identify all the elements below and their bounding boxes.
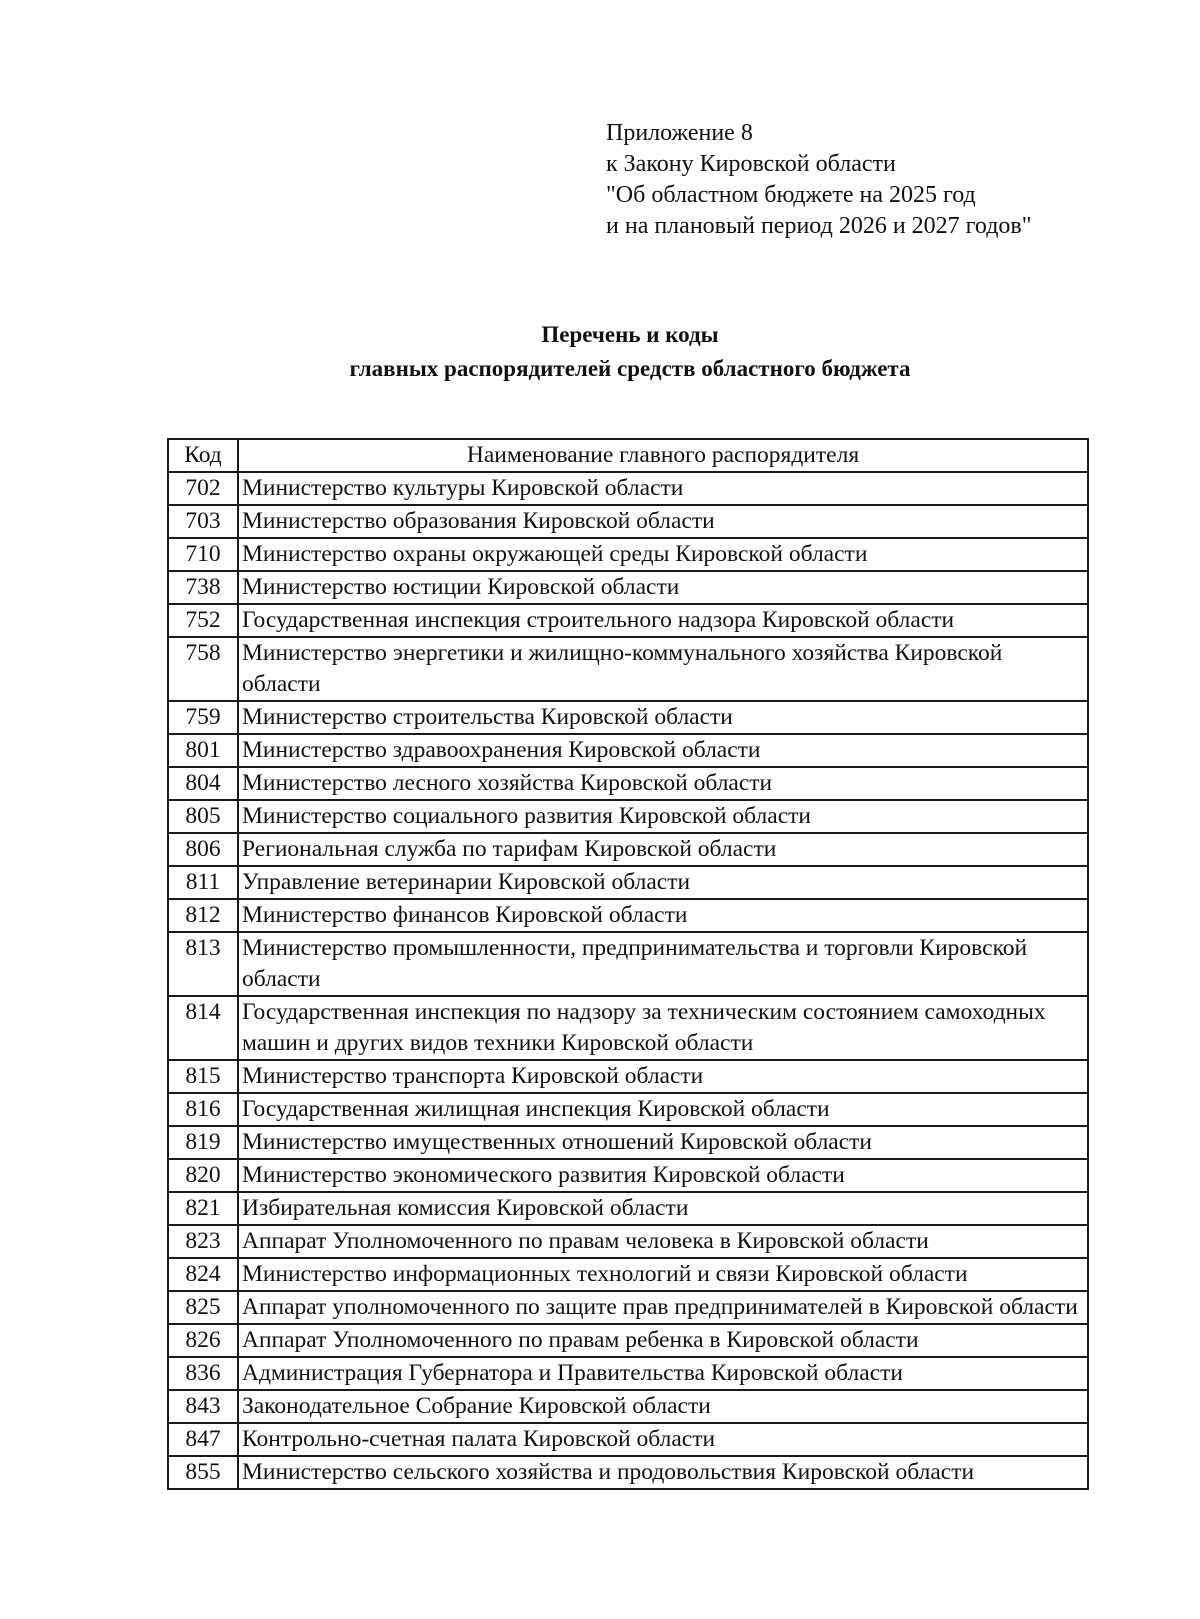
row-name: Региональная служба по тарифам Кировской области xyxy=(238,833,1088,866)
table-row xyxy=(168,1390,1088,1423)
appendix-line: к Закону Кировской области xyxy=(606,151,896,177)
row-name: Министерство имущественных отношений Кировской области xyxy=(238,1126,1088,1159)
row-code: 823 xyxy=(168,1225,238,1258)
table-row xyxy=(168,800,1088,833)
row-code: 824 xyxy=(168,1258,238,1291)
row-code: 847 xyxy=(168,1423,238,1456)
document-title-line-1: Перечень и коды xyxy=(541,322,719,347)
row-name: Министерство информационных технологий и связи Кировской области xyxy=(238,1258,1088,1291)
table-row xyxy=(168,1324,1088,1357)
row-name: Министерство образования Кировской области xyxy=(238,505,1088,538)
appendix-header xyxy=(606,118,1032,242)
row-code: 759 xyxy=(168,701,238,734)
registry-table xyxy=(167,438,1089,1490)
row-name: Министерство промышленности, предпринимательства и торговли Кировской области xyxy=(238,932,1088,996)
row-code: 703 xyxy=(168,505,238,538)
table-row xyxy=(168,1423,1088,1456)
row-code: 825 xyxy=(168,1291,238,1324)
row-code: 710 xyxy=(168,538,238,571)
row-code: 758 xyxy=(168,637,238,701)
table-row xyxy=(168,604,1088,637)
row-name: Законодательное Собрание Кировской области xyxy=(238,1390,1088,1423)
row-code: 821 xyxy=(168,1192,238,1225)
column-header-code: Код xyxy=(168,439,238,472)
row-name: Аппарат уполномоченного по защите прав предпринимателей в Кировской области xyxy=(238,1291,1088,1324)
document-title-line-2: главных распорядителей средств областного бюджета xyxy=(349,356,911,381)
table-row xyxy=(168,1159,1088,1192)
table-row xyxy=(168,833,1088,866)
row-code: 812 xyxy=(168,899,238,932)
table-row xyxy=(168,1258,1088,1291)
row-name: Министерство охраны окружающей среды Кировской области xyxy=(238,538,1088,571)
table-row xyxy=(168,1456,1088,1489)
table-row xyxy=(168,866,1088,899)
table-row xyxy=(168,472,1088,505)
row-name: Министерство сельского хозяйства и продовольствия Кировской области xyxy=(238,1456,1088,1489)
table-row xyxy=(168,1291,1088,1324)
row-code: 836 xyxy=(168,1357,238,1390)
table-row xyxy=(168,767,1088,800)
row-name: Аппарат Уполномоченного по правам ребенка в Кировской области xyxy=(238,1324,1088,1357)
table-row xyxy=(168,734,1088,767)
row-name: Министерство лесного хозяйства Кировской области xyxy=(238,767,1088,800)
row-name: Министерство культуры Кировской области xyxy=(238,472,1088,505)
table-row xyxy=(168,571,1088,604)
row-name: Министерство энергетики и жилищно-коммунального хозяйства Кировской области xyxy=(238,637,1088,701)
table-body xyxy=(168,472,1088,1489)
row-name: Министерство социального развития Кировской области xyxy=(238,800,1088,833)
appendix-line: и на плановый период 2026 и 2027 годов" xyxy=(606,213,1032,239)
row-code: 811 xyxy=(168,866,238,899)
appendix-line: "Об областном бюджете на 2025 год xyxy=(606,182,976,208)
row-name: Государственная инспекция по надзору за техническим состоянием самоходных машин и других видов техники Кировской области xyxy=(238,996,1088,1060)
row-code: 826 xyxy=(168,1324,238,1357)
row-name: Министерство экономического развития Кировской области xyxy=(238,1159,1088,1192)
table-row xyxy=(168,1357,1088,1390)
table-row xyxy=(168,538,1088,571)
row-code: 820 xyxy=(168,1159,238,1192)
row-name: Аппарат Уполномоченного по правам человека в Кировской области xyxy=(238,1225,1088,1258)
row-code: 804 xyxy=(168,767,238,800)
row-name: Управление ветеринарии Кировской области xyxy=(238,866,1088,899)
row-code: 855 xyxy=(168,1456,238,1489)
row-code: 806 xyxy=(168,833,238,866)
appendix-line: Приложение 8 xyxy=(606,120,753,146)
row-name: Государственная жилищная инспекция Кировской области xyxy=(238,1093,1088,1126)
table-row xyxy=(168,637,1088,701)
table-row xyxy=(168,932,1088,996)
table-row xyxy=(168,1225,1088,1258)
row-name: Министерство юстиции Кировской области xyxy=(238,571,1088,604)
row-code: 805 xyxy=(168,800,238,833)
table-row xyxy=(168,996,1088,1060)
table-row xyxy=(168,1126,1088,1159)
row-code: 815 xyxy=(168,1060,238,1093)
table-row xyxy=(168,1060,1088,1093)
row-code: 801 xyxy=(168,734,238,767)
row-code: 813 xyxy=(168,932,238,996)
row-code: 752 xyxy=(168,604,238,637)
row-code: 819 xyxy=(168,1126,238,1159)
row-name: Государственная инспекция строительного надзора Кировской области xyxy=(238,604,1088,637)
row-code: 843 xyxy=(168,1390,238,1423)
row-name: Контрольно-счетная палата Кировской области xyxy=(238,1423,1088,1456)
row-code: 702 xyxy=(168,472,238,505)
table-row xyxy=(168,701,1088,734)
row-code: 738 xyxy=(168,571,238,604)
table-header-row xyxy=(168,439,1088,472)
row-name: Министерство здравоохранения Кировской области xyxy=(238,734,1088,767)
table-row xyxy=(168,1192,1088,1225)
row-code: 814 xyxy=(168,996,238,1060)
table-row xyxy=(168,899,1088,932)
table-row xyxy=(168,1093,1088,1126)
row-name: Избирательная комиссия Кировской области xyxy=(238,1192,1088,1225)
row-name: Администрация Губернатора и Правительства Кировской области xyxy=(238,1357,1088,1390)
table-row xyxy=(168,505,1088,538)
column-header-name: Наименование главного распорядителя xyxy=(238,439,1088,472)
row-code: 816 xyxy=(168,1093,238,1126)
row-name: Министерство финансов Кировской области xyxy=(238,899,1088,932)
row-name: Министерство транспорта Кировской области xyxy=(238,1060,1088,1093)
row-name: Министерство строительства Кировской области xyxy=(238,701,1088,734)
